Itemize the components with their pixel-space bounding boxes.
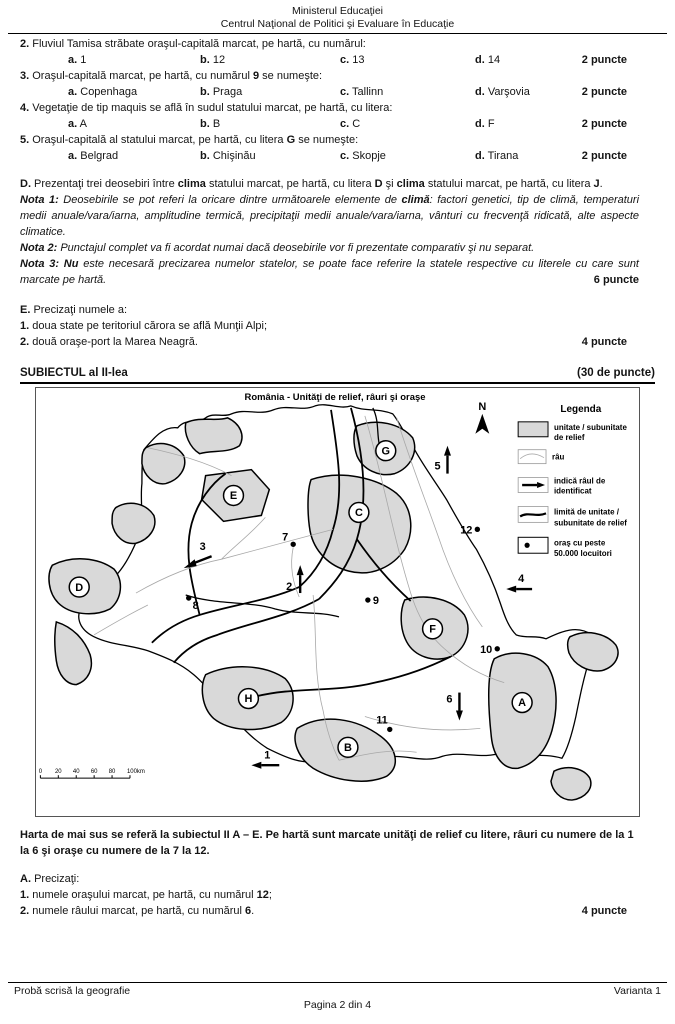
svg-text:unitate / subunitate: unitate / subunitate <box>553 422 627 432</box>
legend-city-swatch <box>518 537 548 553</box>
section-e-item-2: 2. două oraşe-port la Marea Neagră. 4 puncte <box>20 336 627 348</box>
points-badge: 6 puncte <box>593 274 639 286</box>
svg-text:râu: râu <box>551 452 565 462</box>
subject-2-title: SUBIECTUL al II-lea <box>20 367 128 379</box>
points-badge: 4 puncte <box>581 336 627 348</box>
option-c: c. C <box>340 118 361 130</box>
points-badge: 2 puncte <box>581 150 627 162</box>
option-a: a. Copenhaga <box>68 86 138 98</box>
question-2-text: 2. Fluviul Tamisa străbate oraşul-capitală marcat, pe hartă, cu numărul: <box>20 38 366 50</box>
svg-text:1: 1 <box>264 749 271 762</box>
lower-content <box>0 827 675 919</box>
svg-text:80: 80 <box>108 769 116 776</box>
question-3 <box>20 68 655 100</box>
svg-text:7: 7 <box>282 531 289 544</box>
points-badge: 4 puncte <box>581 905 627 917</box>
svg-text:C: C <box>354 507 363 520</box>
footer-right: Varianta 1 <box>613 985 661 997</box>
section-d-statement: D. Prezentaţi trei deosebiri între clima statului marcat, pe hartă, cu litera D şi clima statului marcat, pe hartă, cu litera J. <box>20 178 603 190</box>
header-divider <box>8 33 667 34</box>
svg-text:5: 5 <box>434 460 441 473</box>
map-river-4 <box>506 573 532 592</box>
svg-text:oraş cu peste: oraş cu peste <box>553 538 606 548</box>
points-badge: 2 puncte <box>581 86 627 98</box>
section-e-intro: E. Precizaţi numele a: <box>20 304 128 316</box>
svg-text:F: F <box>429 623 436 636</box>
subject-2-points: (30 de puncte) <box>577 367 655 379</box>
question-4 <box>20 100 655 132</box>
svg-text:20: 20 <box>54 769 62 776</box>
option-d: d. 14 <box>475 54 501 66</box>
question-4-number: 4. <box>20 102 30 114</box>
option-d: d. Varşovia <box>475 86 530 98</box>
map-letter-H <box>238 689 258 709</box>
question-2-number: 2. <box>20 38 30 50</box>
points-badge: 2 puncte <box>581 54 627 66</box>
svg-text:identificat: identificat <box>553 486 592 496</box>
question-3-number: 3. <box>20 70 30 82</box>
section-a <box>20 871 655 919</box>
svg-text:G: G <box>381 445 391 458</box>
note-2: Nota 2: Punctajul complet va fi acordat numai dacă deosebirile vor fi prezentate comparativ şi nu separat. <box>20 242 535 254</box>
section-d-label: D. <box>20 178 31 190</box>
note-1: Nota 1: Deosebirile se pot referi la oricare dintre următoarele elemente de climă: factori genetici, tip de climă, temperaturi medii anuale/vara/iarna, amplitudine termică, precipitaţii medii anuale/vara/iarna, vânturi cu frecvenţă ridicată, alte aspecte climatice. <box>20 194 640 238</box>
ministry-title: Ministerul Educaţiei <box>291 5 384 17</box>
north-arrow-icon <box>475 401 489 434</box>
section-a-intro: A. Precizaţi: <box>20 873 80 885</box>
map-reference-note: Harta de mai sus se referă la subiectul II A – E. Pe hartă sunt marcate unităţi de relief cu litere, râuri cu numere de la 1 la 6 şi oraşe cu numere de la 7 la 12. <box>20 829 634 857</box>
map-letter-D <box>69 577 89 597</box>
svg-text:10: 10 <box>480 643 493 656</box>
map-legend <box>518 404 627 558</box>
option-c: c. Skopje <box>340 150 386 162</box>
option-d: d. Tirana <box>475 150 519 162</box>
option-a: a. 1 <box>68 54 87 66</box>
section-a-item-1: 1. numele oraşului marcat, pe hartă, cu numărul 12; <box>20 889 272 901</box>
map-letter-B <box>338 737 358 757</box>
question-4-text: 4. Vegetaţie de tip maquis se află în sudul statului marcat, pe hartă, cu litera: <box>20 102 393 114</box>
svg-text:4: 4 <box>518 573 525 586</box>
question-2 <box>20 36 655 68</box>
page-footer <box>0 982 675 1012</box>
map-title: România - Unităţi de relief, râuri şi oraşe <box>244 391 426 403</box>
main-content <box>0 36 675 350</box>
section-a-item-2: 2. numele râului marcat, pe hartă, cu numărul 6. 4 puncte <box>20 905 627 917</box>
svg-text:D: D <box>75 581 84 594</box>
section-e-item-1: 1. doua state pe teritoriul cărora se află Munţii Alpi; <box>20 320 268 332</box>
svg-text:40: 40 <box>72 769 80 776</box>
question-5-text: 5. Oraşul-capitală al statului marcat, pe hartă, cu litera G se numeşte: <box>20 134 359 146</box>
svg-text:2: 2 <box>286 581 293 594</box>
page-header <box>0 0 675 31</box>
note-3: Nota 3: Nu este necesară precizarea numelor statelor, se poate face referire la statele respective cu literele cu care sunt marcate pe hartă. 6 puncte <box>20 258 639 286</box>
svg-text:subunitate de relief: subunitate de relief <box>553 518 627 528</box>
svg-text:60: 60 <box>90 769 98 776</box>
svg-text:B: B <box>343 741 352 754</box>
map-river-5 <box>434 446 450 474</box>
svg-text:indică râul de: indică râul de <box>553 476 606 486</box>
map-letter-A <box>512 693 532 713</box>
romania-map <box>35 387 640 817</box>
svg-text:E: E <box>229 490 238 503</box>
svg-text:0: 0 <box>38 769 43 776</box>
question-5-number: 5. <box>20 134 30 146</box>
romania-map-svg <box>36 388 639 814</box>
question-2-options <box>20 52 627 68</box>
subject-2-header <box>20 364 655 384</box>
question-3-text: 3. Oraşul-capitală marcat, pe hartă, cu numărul 9 se numeşte: <box>20 70 323 82</box>
question-3-options <box>20 84 627 100</box>
question-5-options <box>20 148 627 164</box>
svg-text:100km: 100km <box>126 769 145 776</box>
option-c: c. 13 <box>340 54 365 66</box>
scale-bar <box>39 769 145 778</box>
svg-text:3: 3 <box>199 541 206 554</box>
legend-relief-swatch <box>518 422 548 437</box>
option-a: a. Belgrad <box>68 150 119 162</box>
footer-page-number: Pagina 2 din 4 <box>303 999 372 1011</box>
legend-title: Legenda <box>560 403 602 415</box>
map-letter-G <box>376 441 396 461</box>
svg-text:6: 6 <box>446 693 453 706</box>
option-b: b. Chişinău <box>200 150 256 162</box>
svg-text:limită de unitate /: limită de unitate / <box>553 507 619 517</box>
svg-text:A: A <box>518 697 527 710</box>
option-d: d. F <box>475 118 495 130</box>
question-5 <box>20 132 655 164</box>
map-city-12 <box>460 524 480 536</box>
svg-text:11: 11 <box>376 714 388 727</box>
question-4-options <box>20 116 627 132</box>
option-b: b. B <box>200 118 221 130</box>
svg-text:de relief: de relief <box>553 432 585 442</box>
svg-text:9: 9 <box>372 594 379 607</box>
svg-text:8: 8 <box>192 599 199 612</box>
option-b: b. 12 <box>200 54 226 66</box>
map-letter-F <box>423 619 443 639</box>
footer-left: Probă scrisă la geografie <box>14 985 131 997</box>
svg-text:12: 12 <box>460 524 473 537</box>
option-a: a. A <box>68 118 87 130</box>
section-e <box>20 302 655 350</box>
center-title: Centrul Naţional de Politici şi Evaluare în Educaţie <box>220 18 455 30</box>
svg-text:H: H <box>244 693 253 706</box>
points-badge: 2 puncte <box>581 118 627 130</box>
option-c: c. Tallinn <box>340 86 384 98</box>
map-letter-E <box>224 486 244 506</box>
option-b: b. Praga <box>200 86 243 98</box>
svg-text:50.000 locuitori: 50.000 locuitori <box>553 549 612 559</box>
svg-text:N: N <box>478 400 487 413</box>
map-letter-C <box>349 502 369 522</box>
